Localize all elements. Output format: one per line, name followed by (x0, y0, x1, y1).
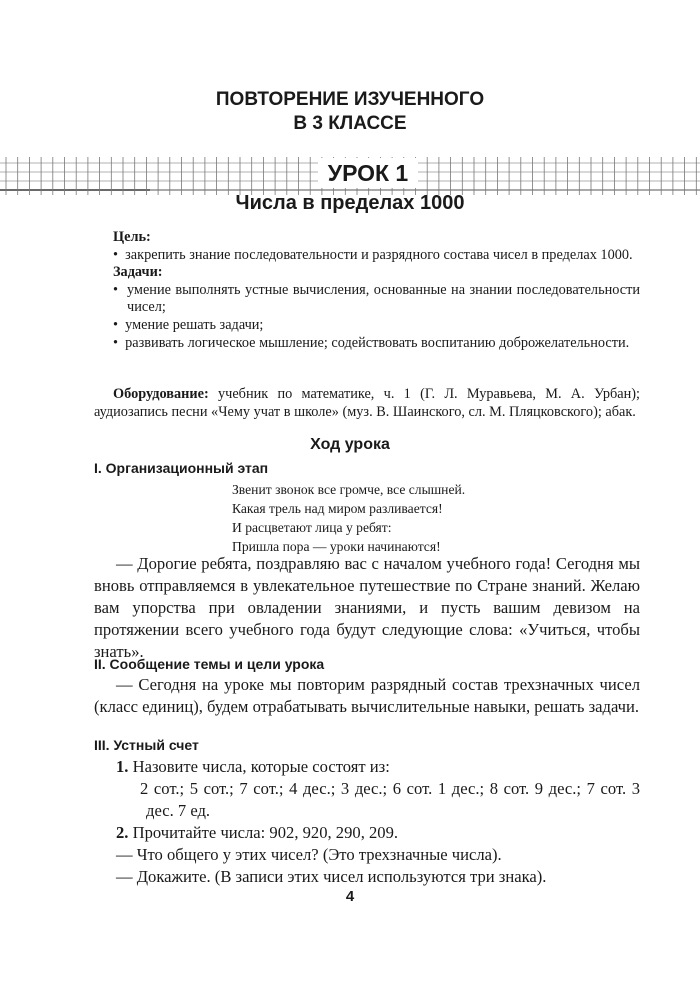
equipment: Оборудование: учебник по математике, ч. 1 (Г. Л. Муравьева, М. А. Урбан); аудиозапись песни «Чему учат в школе» (муз. В. Шаинского, сл. М. Пляцковского); абак. (94, 386, 640, 420)
stage1-text: — Дорогие ребята, поздравляю вас с началом учебного года! Сегодня мы вновь отправляемся в увлекательное путешествие по Стране знаний. Желаю вам упорства при овладении знаниями, и пусть вашим девизом на протяжении всего учебного года будут следующие слова: «Учиться, чтобы знать». (94, 554, 640, 661)
stage2-heading: II. Сообщение темы и цели урока (94, 656, 325, 672)
goal-label: Цель: (113, 229, 151, 245)
section-title-line2: В 3 КЛАССЕ (293, 113, 407, 134)
goals-block (113, 229, 640, 352)
goal-item: • закрепить знание последовательности и разрядного состава чисел в пределах 1000. (113, 246, 633, 263)
poem: Звенит звонок все громче, все слышней. Какая трель над миром разливается! И расцветают лица у ребят: Пришла пора — уроки начинаются! (232, 482, 466, 554)
tasks-label: Задачи: (113, 264, 163, 281)
stage2-text: — Сегодня на уроке мы повторим разрядный состав трехзначных чисел (класс единиц), будем отрабатывать вычислительные навыки, решать задачи. (94, 675, 640, 716)
section-title-line1: ПОВТОРЕНИЕ ИЗУЧЕННОГО (215, 89, 485, 110)
task-item: • развивать логическое мышление; содействовать воспитанию доброжелательности. (113, 334, 630, 351)
task-item: • умение выполнять устные вычисления, основанные на знании последовательности чисел; (113, 281, 640, 316)
lesson-title: Числа в пределах 1000 (235, 192, 465, 214)
stage3-heading: III. Устный счет (94, 737, 199, 753)
task-item: • умение решать задачи; (113, 316, 264, 333)
page-number: 4 (345, 888, 355, 905)
stage1-heading: I. Организационный этап (94, 460, 269, 476)
course-heading: Ход урока (310, 436, 390, 453)
stage3-body: 1. Назовите числа, которые состоят из: 2 сот.; 5 сот.; 7 сот.; 4 дес.; 3 дес.; 6 сот. 1 дес.; 8 сот. 9 дес.; 7 сот. 3 дес. 7 ед. 2. Прочитайте числа: 902, 920, 290, 209. — Что общего у этих чисел? (Это трехзначные числа). — Докажите. (В записи этих чисел используются три знака). (116, 757, 640, 886)
lesson-label: УРОК 1 (318, 158, 418, 188)
